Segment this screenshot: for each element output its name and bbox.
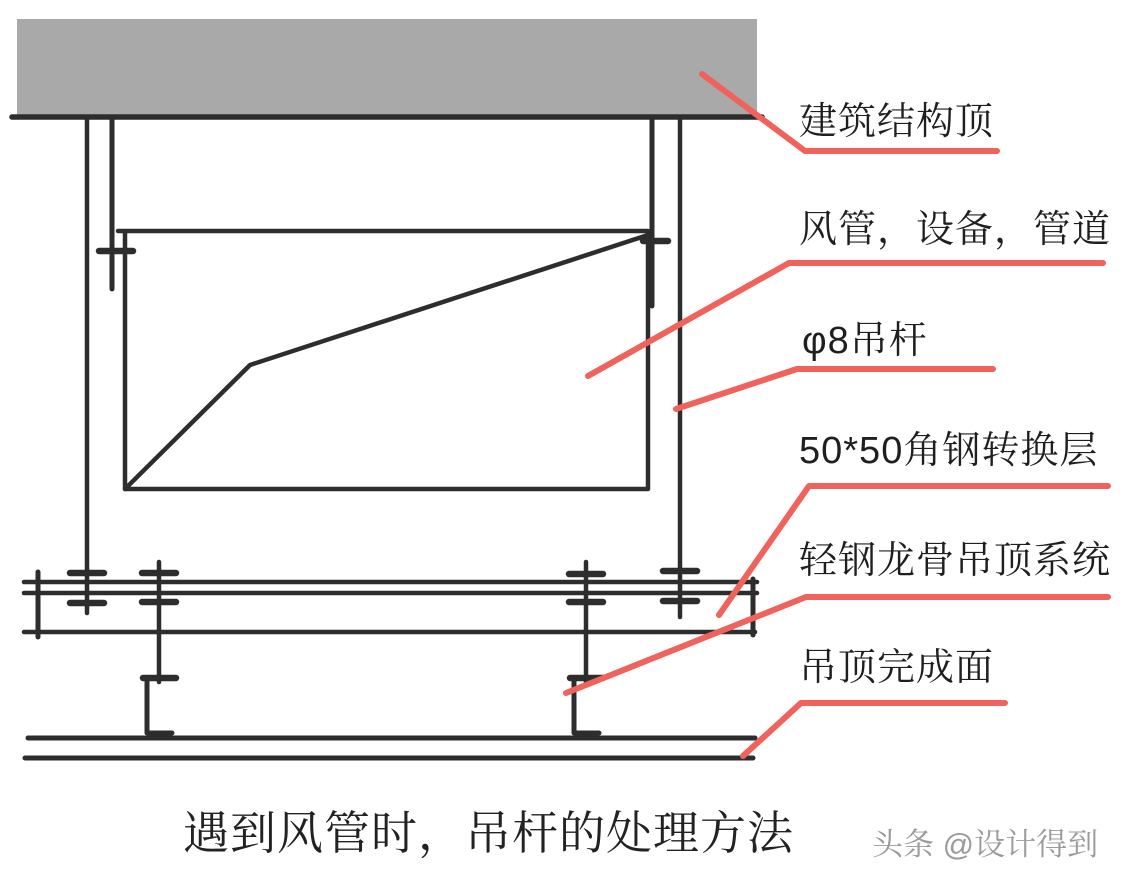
concrete-slab	[17, 19, 757, 116]
leader-ceiling-finish-face	[743, 703, 1005, 756]
label-phi8-hanger-rod: φ8吊杆	[802, 320, 928, 362]
diagram-caption: 遇到风管时，吊杆的处理方法	[183, 807, 794, 859]
building-slab-group	[12, 19, 762, 117]
label-light-steel-keel: 轻钢龙骨吊顶系统	[799, 540, 1112, 582]
leader-phi8-hanger-rod	[676, 369, 993, 409]
label-ceiling-finish-face: 吊顶完成面	[799, 647, 995, 689]
left-carrier-channel	[147, 680, 172, 733]
label-duct-equipment-pipes: 风管，设备，管道	[799, 209, 1112, 251]
label-building-structure-top: 建筑结构顶	[799, 101, 995, 143]
hanger-rods-group	[87, 119, 680, 617]
duct-diagonal	[125, 235, 648, 489]
watermark: 头条 @设计得到	[872, 827, 1099, 862]
duct-group	[118, 231, 648, 489]
transfer-layer-group	[24, 571, 757, 637]
label-angle-steel-transfer: 50*50角钢转换层	[799, 430, 1099, 472]
duct-outline	[118, 231, 648, 489]
